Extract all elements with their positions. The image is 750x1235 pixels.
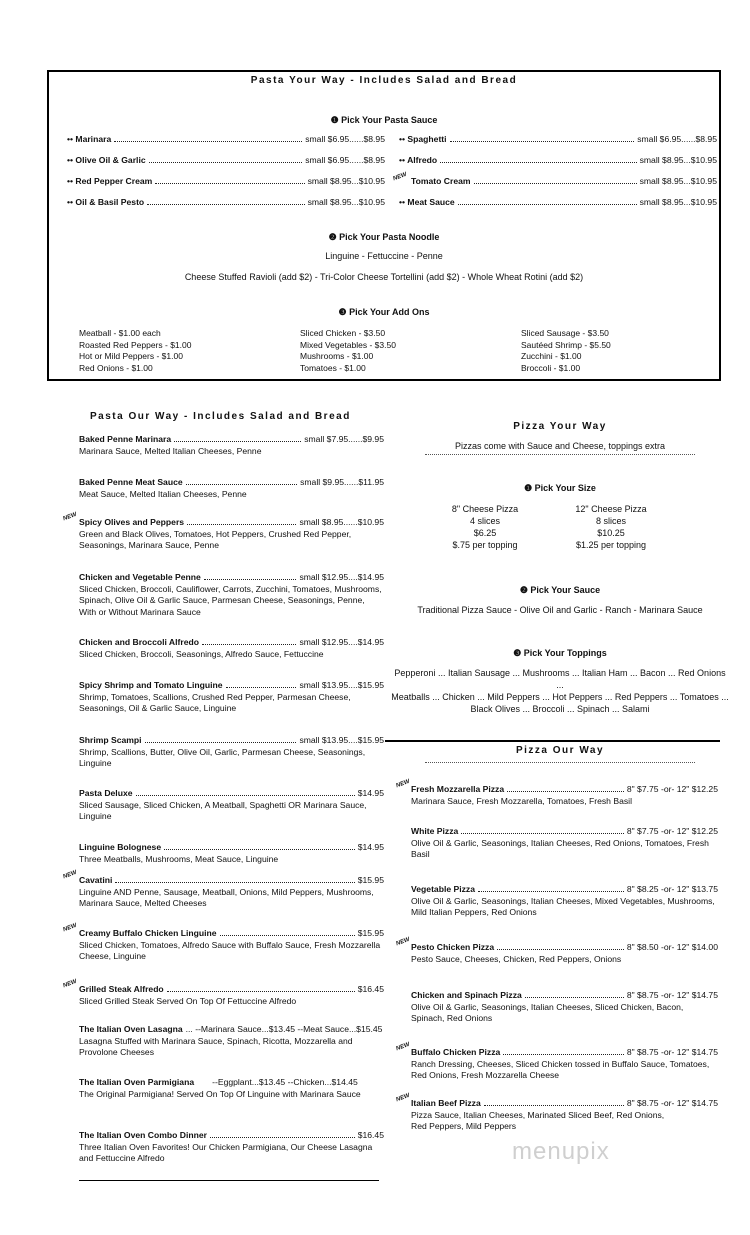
menu-item: Chicken and Vegetable Penne small $12.95....$14.95 Sliced Chicken, Broccoli, Cauliflower, Carrots, Zucchini, Tomatoes, Mushrooms, Spinach, Olive Oil & Garlic Sauce, Parmesan Cheese, Seasonings, Penne, With or Without Marinara Sauce (79, 572, 384, 617)
sauce-alfredo: •• Alfredo small $8.95...$10.95 (399, 155, 717, 165)
pizza-your-way-subtitle: Pizzas come with Sauce and Cheese, toppings extra (454, 441, 666, 451)
noodles-list: Linguine - Fettuccine - Penne (325, 251, 443, 261)
new-badge: NEW (395, 936, 411, 948)
new-badge: NEW (395, 778, 411, 790)
watermark-logo: menupix (512, 1138, 610, 1165)
menu-item: Spicy Shrimp and Tomato Linguine small $13.95....$15.95 Shrimp, Tomatoes, Scallions, Crushed Red Pepper, Parmesan Cheese, Seasonings, Oil & Garlic Sauce, Linguine (79, 680, 384, 713)
menu-item: Pasta Deluxe $14.95 Sliced Sausage, Sliced Chicken, A Meatball, Spaghetti OR Marinara Sauce, Linguine (79, 788, 384, 821)
step-pick-sauce: ❶ Pick Your Pasta Sauce (330, 115, 438, 125)
menu-item: Pesto Chicken Pizza 8" $8.50 -or- 12" $14.00 Pesto Sauce, Cheeses, Chicken, Red Peppers, Onions (411, 942, 718, 964)
addons-col-3: Sliced Sausage - $3.50 Sautéed Shrimp - $5.50 Zucchini - $1.00 Broccoli - $1.00 (521, 328, 611, 373)
step-pick-toppings: ❸ Pick Your Toppings (513, 648, 607, 658)
sauce-spaghetti: •• Spaghetti small $6.95......$8.95 (399, 134, 717, 144)
new-badge: NEW (62, 978, 78, 990)
menu-item: Vegetable Pizza 8" $8.25 -or- 12" $13.75 Olive Oil & Garlic, Seasonings, Italian Cheeses, Mixed Vegetables, Mushrooms, Mild Italian Peppers, Red Onions (411, 884, 718, 917)
new-badge: NEW (62, 511, 78, 523)
menu-item: Creamy Buffalo Chicken Linguine $15.95 Sliced Chicken, Tomatoes, Alfredo Sauce with Buffalo Sauce, Fresh Mozzarella Cheese, Linguine (79, 928, 384, 961)
sauce-red-pepper-cream: •• Red Pepper Cream small $8.95...$10.95 (67, 176, 385, 186)
new-badge: NEW (392, 171, 408, 183)
toppings-list: Pepperoni ... Italian Sausage ... Mushrooms ... Italian Ham ... Bacon ... Red Onions ... Meatballs ... Chicken ... Mild Peppers ... Hot Peppers ... Red Peppers ... Tomatoes ... Black Olives ... Broccoli ... Spinach ... Salami (391, 668, 729, 714)
menu-item: Chicken and Spinach Pizza 8" $8.75 -or- 12" $14.75 Olive Oil & Garlic, Seasonings, Italian Cheeses, Sliced Chicken, Bacon, Spinach, Red Onions (411, 990, 718, 1023)
menu-item: Buffalo Chicken Pizza 8" $8.75 -or- 12" $14.75 Ranch Dressing, Cheeses, Sliced Chicken tossed in Buffalo Sauce, Tomatoes, Red Onions, Fresh Mozzarella Cheese (411, 1047, 718, 1080)
menu-item: Chicken and Broccoli Alfredo small $12.95....$14.95 Sliced Chicken, Broccoli, Seasonings, Alfredo Sauce, Fettuccine (79, 637, 384, 659)
pizza-your-way-title: Pizza Your Way (513, 421, 607, 432)
menu-item: Grilled Steak Alfredo $16.45 Sliced Grilled Steak Served On Top Of Fettuccine Alfredo (79, 984, 384, 1006)
section-rule (385, 740, 720, 742)
step-pick-addons: ❸ Pick Your Add Ons (338, 307, 430, 317)
dotted-rule (425, 762, 695, 763)
pizza-our-way-title: Pizza Our Way (515, 745, 605, 756)
pasta-our-way-title: Pasta Our Way - Includes Salad and Bread (90, 411, 351, 422)
menu-item: Linguine Bolognese $14.95 Three Meatballs, Mushrooms, Meat Sauce, Linguine (79, 842, 384, 864)
menu-item: Baked Penne Meat Sauce small $9.95......$11.95 Meat Sauce, Melted Italian Cheeses, Penne (79, 477, 384, 499)
sauce-olive-oil-garlic: •• Olive Oil & Garlic small $6.95......$8.95 (67, 155, 385, 165)
step-pick-size: ❶ Pick Your Size (524, 483, 596, 493)
step-pick-pizza-sauce: ❷ Pick Your Sauce (519, 585, 601, 595)
pasta-your-way-box (47, 70, 721, 381)
size-12-inch: 12" Cheese Pizza 8 slices $10.25 $1.25 per topping (575, 504, 647, 550)
menu-item: Spicy Olives and Peppers small $8.95......$10.95 Green and Black Olives, Tomatoes, Hot Peppers, Crushed Red Pepper, Seasonings, Marinara Sauce, Penne (79, 517, 384, 550)
menu-item: Shrimp Scampi small $13.95....$15.95 Shrimp, Scallions, Butter, Olive Oil, Garlic, Parmesan Cheese, Seasonings, Linguine (79, 735, 384, 768)
new-badge: NEW (62, 869, 78, 881)
menu-item: Baked Penne Marinara small $7.95......$9.95 Marinara Sauce, Melted Italian Cheeses, Penne (79, 434, 384, 456)
menu-item: Cavatini $15.95 Linguine AND Penne, Sausage, Meatball, Onions, Mild Peppers, Mushrooms, Marinara Sauce, Melted Cheeses (79, 875, 384, 908)
menu-item: Fresh Mozzarella Pizza 8" $7.75 -or- 12" $12.25 Marinara Sauce, Fresh Mozzarella, Tomatoes, Fresh Basil (411, 784, 718, 806)
dotted-rule (425, 454, 695, 455)
new-badge: NEW (395, 1041, 411, 1053)
step-pick-noodle: ❷ Pick Your Pasta Noodle (328, 232, 440, 242)
menu-item: The Italian Oven Parmigiana --Eggplant...$13.45 --Chicken...$14.45 The Original Parmigiana! Served On Top Of Linguine with Marinara Sauce (79, 1077, 361, 1099)
new-badge: NEW (395, 1092, 411, 1104)
sauce-marinara: •• Marinara small $6.95......$8.95 (67, 134, 385, 144)
sauce-oil-basil-pesto: •• Oil & Basil Pesto small $8.95...$10.95 (67, 197, 385, 207)
menu-item: The Italian Oven Combo Dinner $16.45 Three Italian Oven Favorites! Our Chicken Parmigiana, Our Cheese Lasagna and Fettuccine Alfredo (79, 1130, 384, 1163)
menu-item: White Pizza 8" $7.75 -or- 12" $12.25 Olive Oil & Garlic, Seasonings, Italian Cheeses, Red Onions, Tomatoes, Fresh Basil (411, 826, 718, 859)
sauce-meat-sauce: •• Meat Sauce small $8.95...$10.95 (399, 197, 717, 207)
addons-col-1: Meatball - $1.00 each Roasted Red Peppers - $1.00 Hot or Mild Peppers - $1.00 Red Onions - $1.00 (79, 328, 192, 373)
sauce-tomato-cream: Tomato Cream small $8.95...$10.95 (411, 176, 717, 186)
new-badge: NEW (62, 922, 78, 934)
pasta-your-way-title: Pasta Your Way - Includes Salad and Bread (250, 75, 518, 86)
noodles-extra: Cheese Stuffed Ravioli (add $2) - Tri-Color Cheese Tortellini (add $2) - Whole Wheat Rotini (add $2) (184, 272, 584, 282)
menu-item: Italian Beef Pizza 8" $8.75 -or- 12" $14.75 Pizza Sauce, Italian Cheeses, Marinated Sliced Beef, Red Onions, Red Peppers, Mild Peppers (411, 1098, 718, 1131)
pizza-sauces: Traditional Pizza Sauce - Olive Oil and Garlic - Ranch - Marinara Sauce (417, 605, 703, 615)
addons-col-2: Sliced Chicken - $3.50 Mixed Vegetables - $3.50 Mushrooms - $1.00 Tomatoes - $1.00 (300, 328, 396, 373)
menu-item: The Italian Oven Lasagna ... --Marinara Sauce...$13.45 --Meat Sauce...$15.45 Lasagna Stuffed with Marinara Sauce, Spinach, Ricotta, Mozzarella and Provolone Cheeses (79, 1024, 383, 1057)
size-8-inch: 8" Cheese Pizza 4 slices $6.25 $.75 per topping (451, 504, 519, 550)
column-divider (79, 1180, 379, 1181)
